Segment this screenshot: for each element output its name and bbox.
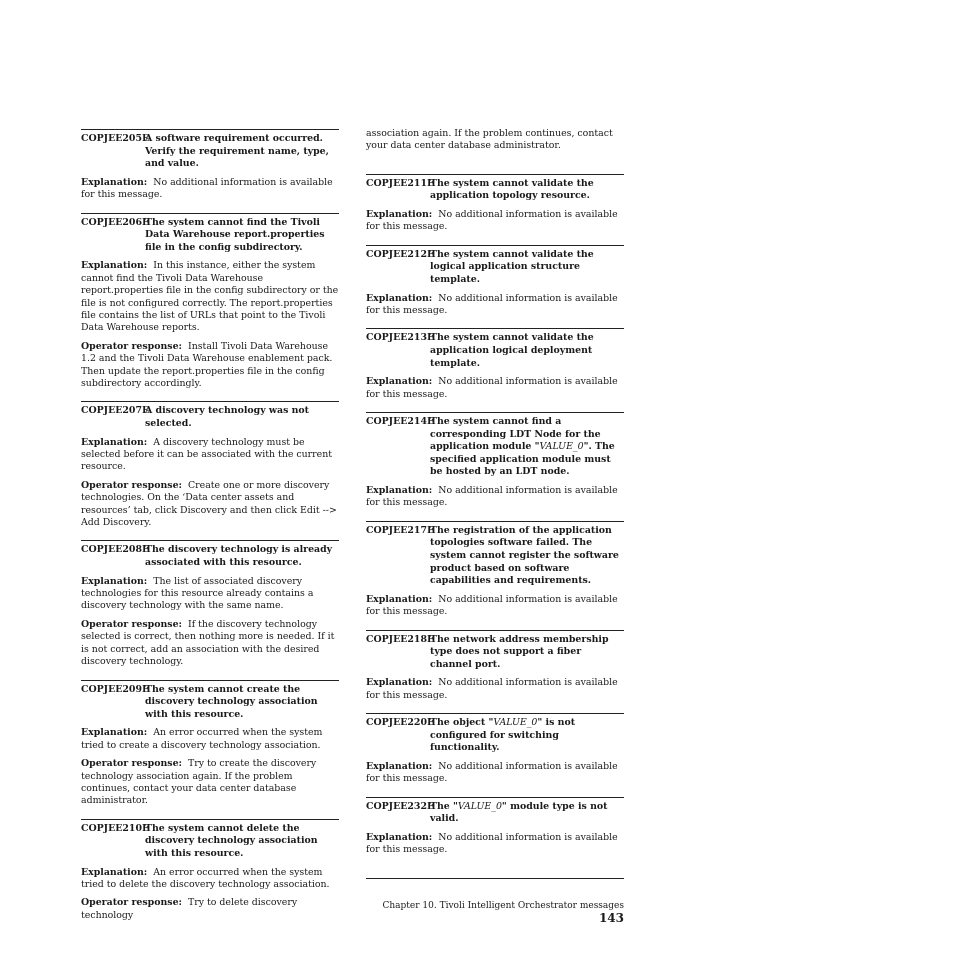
message-id: COPJEE206E [81,216,150,228]
message-title: The discovery technology is already associated with this resource. [145,544,333,569]
explanation-label: Explanation: [366,677,433,689]
explanation-label: Explanation: [366,760,433,772]
message-id: COPJEE207E [81,405,150,417]
explanation-label: Explanation: [366,484,433,496]
message-entry [366,521,624,619]
operator-response-text: Create one or more discovery technologies. On the ‘Data center assets and resources’ tab, click Discovery and then click Edit --> Add Discovery. [81,479,337,529]
operator-response-label: Operator response: [81,618,182,630]
operator-response [81,341,339,391]
explanation-text: No additional information is available for this message. [81,176,333,201]
title-variable: VALUE_0 [457,800,502,812]
message-entry [366,713,624,786]
explanation-label: Explanation: [366,209,433,220]
title-variable: VALUE_0 [493,717,538,729]
operator-response [81,758,339,808]
operator-response-text: Install Tivoli Data Warehouse 1.2 and the Tivoli Data Warehouse enablement pack. Then update the report.properties file in the config subdirectory accordingly. [81,340,333,390]
message-id: COPJEE209E [81,683,150,695]
message-title: The registration of the application topologies software failed. The system cannot register the software product based on software capabilities and requirements. [430,524,619,587]
explanation [366,677,624,702]
explanation-label: Explanation: [366,292,433,304]
message-title [430,416,624,479]
explanation [81,867,339,892]
message-id: COPJEE210E [81,822,150,834]
message-entry [81,129,339,202]
message-id: COPJEE213E [366,332,435,344]
message-entry [81,680,339,808]
operator-response-text: If the discovery technology selected is correct, then nothing more is needed. If it is not correct, add an association with the desired discovery technology. [81,618,335,668]
page-number: 143 [598,911,624,925]
operator-response-text: Try to delete discovery technology [81,897,298,921]
operator-response [81,480,339,530]
explanation [366,832,624,857]
title-text: ". The specified application module must be hosted by an LDT node. [430,441,615,478]
explanation [366,376,624,401]
explanation-label: Explanation: [81,727,148,739]
right-column [366,128,624,879]
explanation-text: An error occurred when the system tried to create a discovery technology association. [81,727,323,751]
explanation-label: Explanation: [81,260,148,272]
page-footer [381,901,624,925]
explanation-label: Explanation: [81,176,148,188]
message-title: The network address membership type does not support a fiber channel port. [430,633,609,670]
explanation [366,594,624,619]
message-entry [366,797,624,857]
message-id: COPJEE211E [366,177,435,189]
explanation [366,293,624,318]
explanation-label: Explanation: [81,436,148,448]
message-title: The system cannot validate the application logical deployment template. [430,332,594,369]
explanation-text: An error occurred when the system tried to delete the discovery technology association. [81,866,330,890]
explanation-text: The list of associated discovery technologies for this resource already contains a discovery technology with the same name. [81,575,314,612]
explanation-text: No additional information is available for this message. [366,593,618,618]
message-entry [366,174,624,234]
message-entry [81,540,339,668]
message-title [430,717,624,755]
message-entry [81,819,339,922]
message-id: COPJEE208E [81,544,150,556]
explanation [81,260,339,334]
explanation-text: No additional information is available for this message. [366,292,618,316]
title-text: The object " [430,717,494,729]
operator-response-text: Try to create the discovery technology association again. If the problem continues, contact your data center database administrator. [81,758,317,807]
operator-response-label: Operator response: [81,340,182,352]
explanation-text: No additional information is available for this message. [366,677,618,701]
explanation-text: No additional information is available for this message. [366,484,618,509]
title-variable: VALUE_0 [539,441,584,453]
explanation-label: Explanation: [366,593,433,605]
explanation [81,177,339,202]
explanation [81,576,339,613]
message-id: COPJEE205E [81,133,150,144]
operator-response-label: Operator response: [81,897,182,909]
explanation [81,727,339,752]
message-entry [366,412,624,510]
message-title: The system cannot find the Tivoli Data Warehouse report.properties file in the config subdirectory. [145,216,325,253]
title-text: " is not configured for switching functionality. [430,717,576,754]
message-title [430,801,624,826]
explanation [366,485,624,510]
explanation-label: Explanation: [81,866,148,878]
message-entry [366,245,624,318]
explanation-label: Explanation: [366,831,433,843]
chapter-title: Chapter 10. Tivoli Intelligent Orchestrator messages [382,901,624,911]
explanation-text: A discovery technology must be selected before it can be associated with the current resource. [81,436,332,473]
message-entry [366,630,624,703]
message-title: The system cannot validate the application topology resource. [430,177,594,202]
explanation-label: Explanation: [366,376,433,388]
message-title: A discovery technology was not selected. [145,405,310,430]
operator-response-label: Operator response: [81,479,182,491]
message-id: COPJEE214E [366,416,435,427]
explanation-text: No additional information is available for this message. [366,831,618,856]
explanation-label: Explanation: [81,575,148,587]
explanation-text: No additional information is available for this message. [366,376,618,400]
message-title: A software requirement occurred. Verify the requirement name, type, and value. [145,133,329,170]
explanation [81,437,339,474]
message-id: COPJEE232E [366,800,435,812]
explanation-text: No additional information is available for this message. [366,760,618,785]
message-id: COPJEE217E [366,524,435,536]
message-entry [81,213,339,391]
explanation-text: In this instance, either the system cannot find the Tivoli Data Warehouse report.properties file in the config subdirectory or the file is not configured correctly. The report.properties file contains the list of URLs that point to the Tivoli Data Warehouse reports. [81,260,339,334]
message-title: The system cannot delete the discovery technology association with this resource. [145,822,318,859]
left-column [81,129,339,933]
message-title: The system cannot create the discovery technology association with this resource. [145,683,318,720]
explanation [366,761,624,786]
section-end-rule [366,878,624,879]
explanation [366,209,624,234]
message-title: The system cannot validate the logical application structure template. [430,248,594,285]
title-text: The " [430,800,458,812]
title-text: " module type is not valid. [430,800,608,825]
message-id: COPJEE220E [366,717,435,729]
explanation-text: No additional information is available for this message. [366,209,618,233]
continued-text: association again. If the problem continues, contact your data center database administrator. [366,128,613,152]
message-id: COPJEE212E [366,248,435,260]
message-entry [81,401,339,529]
operator-response [81,619,339,669]
title-text: The system cannot find a corresponding LDT Node for the application module " [430,416,601,453]
message-entry [366,328,624,401]
operator-response [81,897,339,922]
message-id: COPJEE218E [366,633,435,645]
operator-response-label: Operator response: [81,758,182,770]
